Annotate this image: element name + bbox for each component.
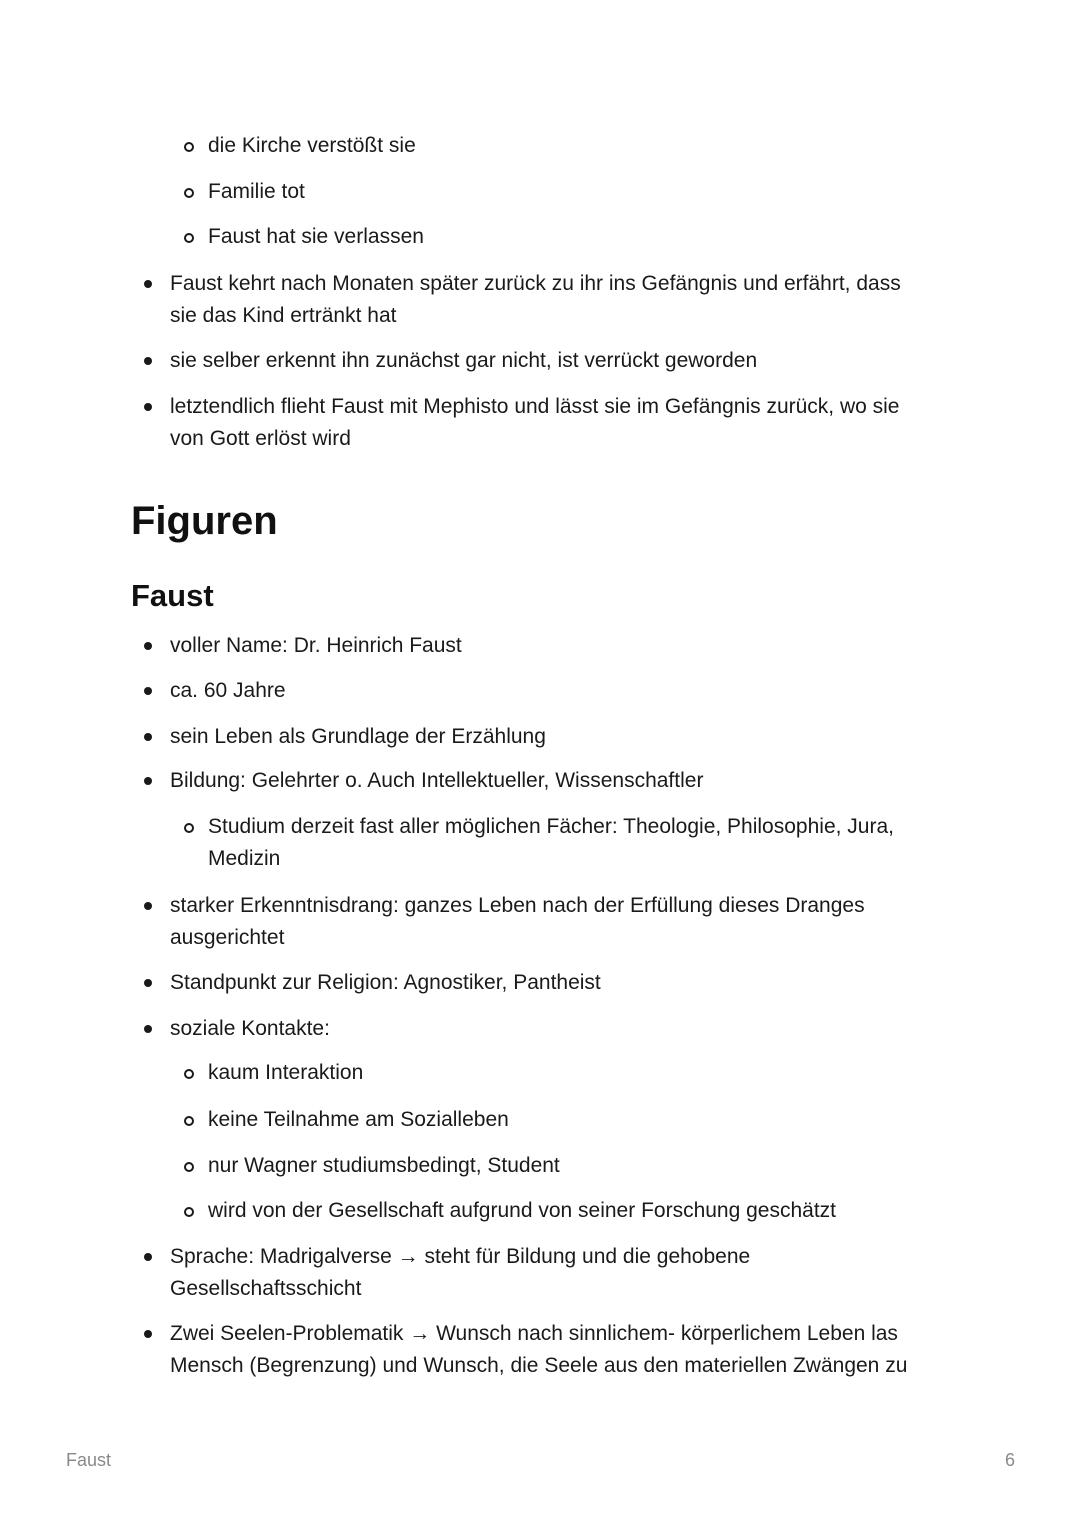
list-item-text: ausgerichtet (170, 926, 285, 949)
list-item-text: Faust kehrt nach Monaten später zurück zu ihr ins Gefängnis und erfährt, dass (170, 272, 901, 295)
list-item-text: keine Teilnahme am Sozialleben (208, 1108, 509, 1131)
hollow-bullet-icon (184, 1162, 194, 1172)
list-item-text: voller Name: Dr. Heinrich Faust (170, 634, 462, 657)
list-item-text: Gesellschaftsschicht (170, 1277, 362, 1300)
list-item-text: letztendlich flieht Faust mit Mephisto und lässt sie im Gefängnis zurück, wo sie (170, 395, 900, 418)
list-item-text: soziale Kontakte: (170, 1017, 330, 1040)
hollow-bullet-icon (184, 188, 194, 198)
bullet-icon (144, 1253, 152, 1261)
list-item-text: die Kirche verstößt sie (208, 134, 416, 157)
bullet-icon (144, 357, 152, 365)
bullet-icon (144, 687, 152, 695)
list-item-text: Zwei Seelen-Problematik → Wunsch nach sinnlichem- körperlichem Leben las (170, 1322, 898, 1345)
list-item-text: Faust hat sie verlassen (208, 225, 424, 248)
list-item-text: sie das Kind ertränkt hat (170, 304, 397, 327)
bullet-icon (144, 1330, 152, 1338)
list-item-text: sie selber erkennt ihn zunächst gar nicht, ist verrückt geworden (170, 349, 758, 372)
list-item-text: ca. 60 Jahre (170, 679, 286, 702)
bullet-icon (144, 777, 152, 785)
hollow-bullet-icon (184, 233, 194, 243)
bullet-icon (144, 280, 152, 288)
list-item-text: sein Leben als Grundlage der Erzählung (170, 725, 546, 748)
section-title: Figuren (131, 499, 278, 543)
list-item-text: wird von der Gesellschaft aufgrund von seiner Forschung geschätzt (208, 1199, 837, 1222)
hollow-bullet-icon (184, 142, 194, 152)
bullet-icon (144, 1025, 152, 1033)
bullet-icon (144, 642, 152, 650)
hollow-bullet-icon (184, 1116, 194, 1126)
list-item-text: Mensch (Begrenzung) und Wunsch, die Seele aus den materiellen Zwängen zu (170, 1354, 908, 1377)
bullet-icon (144, 403, 152, 411)
bullet-icon (144, 979, 152, 987)
subsection-title: Faust (131, 578, 214, 613)
hollow-bullet-icon (184, 1069, 194, 1079)
list-item-text: Bildung: Gelehrter o. Auch Intellektueller, Wissenschaftler (170, 769, 704, 792)
list-item-text: Medizin (208, 847, 281, 870)
list-item-text: Studium derzeit fast aller möglichen Fächer: Theologie, Philosophie, Jura, (208, 815, 894, 838)
list-item-text: Standpunkt zur Religion: Agnostiker, Pantheist (170, 971, 601, 994)
list-item-text: Familie tot (208, 180, 305, 203)
list-item-text: nur Wagner studiumsbedingt, Student (208, 1154, 560, 1177)
page-number: 6 (1004, 1450, 1015, 1470)
bullet-icon (144, 733, 152, 741)
list-item-text: von Gott erlöst wird (170, 427, 351, 450)
list-item-text: kaum Interaktion (208, 1061, 364, 1084)
hollow-bullet-icon (184, 1207, 194, 1217)
list-item-text: Sprache: Madrigalverse → steht für Bildung und die gehobene (170, 1245, 751, 1268)
list-item-text: starker Erkenntnisdrang: ganzes Leben nach der Erfüllung dieses Dranges (170, 894, 865, 917)
bullet-icon (144, 902, 152, 910)
hollow-bullet-icon (184, 823, 194, 833)
footer-doc-title: Faust (66, 1450, 112, 1470)
